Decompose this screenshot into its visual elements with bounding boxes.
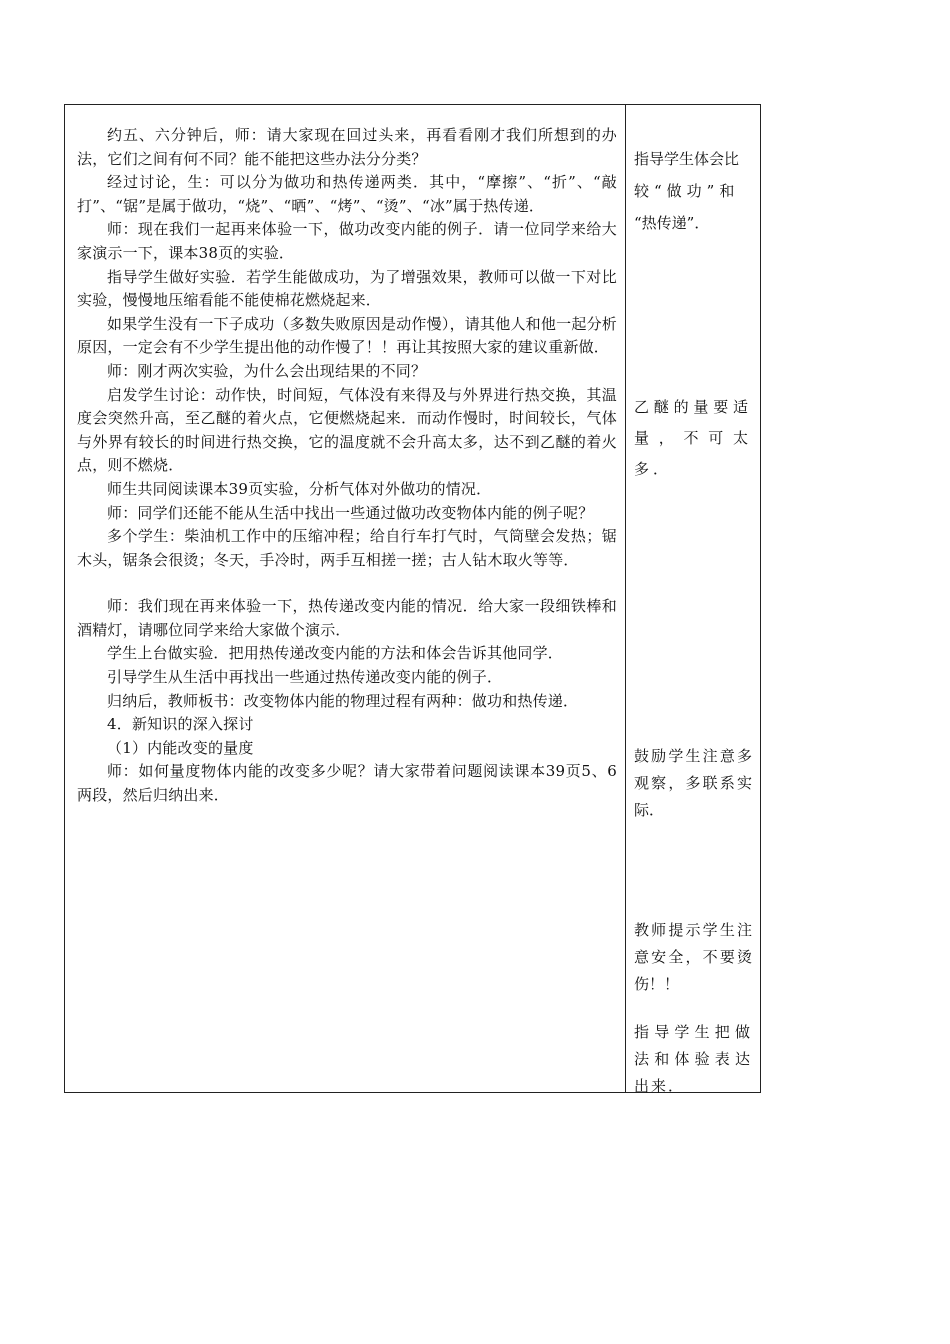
subsection-heading: （1）内能改变的量度 bbox=[107, 738, 254, 757]
paragraph: 师：现在我们一起再来体验一下，做功改变内能的例子．请一位同学来给大家演示一下，课本38页的实验． bbox=[77, 220, 617, 262]
side-note: 鼓励学生注意多观察，多联系实际． bbox=[634, 747, 752, 819]
side-note bbox=[634, 146, 752, 242]
paragraph: 师：刚才两次实验，为什么会出现结果的不同？ bbox=[107, 361, 427, 380]
side-note-line: “热传递”． bbox=[634, 214, 710, 232]
paragraph: 如果学生没有一下子成功（多数失败原因是动作慢），请其他人和他一起分析原因，一定会有不少学生提出他的动作慢了！！再让其按照大家的建议重新做． bbox=[77, 314, 617, 357]
paragraph: 学生上台做实验．把用热传递改变内能的方法和体会告诉其他同学． bbox=[107, 644, 564, 663]
paragraph: 引导学生从生活中再找出一些通过热传递改变内能的例子． bbox=[107, 668, 503, 687]
side-note: 指导学生把做法和体验表达出来． bbox=[634, 1023, 752, 1095]
paragraph: 启发学生讨论：动作快，时间短，气体没有来得及与外界进行热交换，其温度会突然升高，至乙醚的着火点，它便燃烧起来．而动作慢时，时间较长，气体与外界有较长的时间进行热交换，它的温度就不会升高太多，达不到乙醚的着火点，则不燃烧． bbox=[77, 385, 617, 475]
paragraph: 师：同学们还能不能从生活中找出一些通过做功改变物体内能的例子呢？ bbox=[107, 503, 594, 522]
paragraph: 归纳后，教师板书：改变物体内能的物理过程有两种：做功和热传递． bbox=[107, 691, 579, 710]
paragraph: 多个学生：柴油机工作中的压缩冲程；给自行车打气时，气筒壁会发热；锯木头，锯条会很烫；冬天，手冷时，两手互相搓一搓；古人钻木取火等等． bbox=[77, 527, 617, 569]
paragraph: 师：如何量度物体内能的改变多少呢？请大家带着问题阅读课本39页5、6两段，然后归纳出来． bbox=[77, 762, 617, 805]
lesson-content-column bbox=[77, 124, 617, 808]
section-heading: 4．新知识的深入探讨 bbox=[107, 715, 254, 734]
side-note-line: 指导学生体会比 bbox=[634, 150, 740, 168]
side-note: 教师提示学生注意安全，不要烫伤！！ bbox=[634, 921, 752, 993]
blank-line bbox=[77, 572, 617, 595]
paragraph: 经过讨论，生：可以分为做功和热传递两类．其中，“摩擦”、“折”、“敲打”、“锯”是属于做功，“烧”、“晒”、“烤”、“烫”、“冰”属于热传递． bbox=[77, 173, 617, 215]
side-note-line: 较“做功”和 bbox=[634, 182, 740, 200]
paragraph: 师生共同阅读课本39页实验，分析气体对外做功的情况． bbox=[107, 479, 492, 498]
column-divider bbox=[625, 104, 626, 1093]
paragraph: 约五、六分钟后，师：请大家现在回过头来，再看看刚才我们所想到的办法，它们之间有何不同？能不能把这些办法分分类？ bbox=[77, 126, 617, 168]
paragraph: 师：我们现在再来体验一下，热传递改变内能的情况．给大家一段细铁棒和酒精灯，请哪位同学来给大家做个演示． bbox=[77, 597, 617, 639]
side-note: 乙醚的量要适量，不可太多． bbox=[634, 398, 752, 478]
paragraph: 指导学生做好实验．若学生能做成功，为了增强效果，教师可以做一下对比实验，慢慢地压缩看能不能使棉花燃烧起来． bbox=[77, 267, 617, 310]
